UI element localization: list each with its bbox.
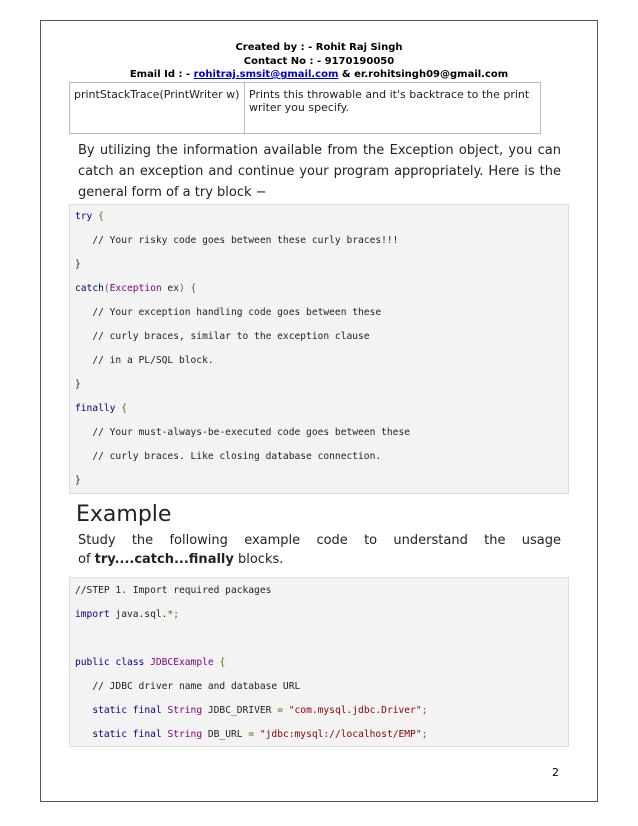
code-type: String [167, 705, 203, 716]
code-comment: // Your risky code goes between these curly braces!!! [75, 235, 399, 246]
code-comment: // curly braces, similar to the exception clause [75, 331, 370, 342]
code-comment: //STEP 1. Import required packages [75, 585, 272, 596]
study-word: usage [521, 533, 561, 548]
study-of: of [78, 552, 95, 567]
code-comment: // in a PL/SQL block. [75, 355, 214, 366]
code-keyword: static [92, 729, 127, 740]
study-keywords: try....catch...finally [94, 552, 234, 567]
study-line [78, 533, 561, 548]
email-line [0, 69, 638, 80]
code-line: } [75, 379, 81, 390]
code-string: "com.mysql.jdbc.Driver" [288, 705, 422, 716]
code-type: JDBCExample [150, 657, 214, 668]
code-comment: // Your must-always-be-executed code goes between these [75, 427, 411, 438]
code-punct: { [98, 211, 104, 222]
method-cell: printStackTrace(PrintWriter w) [70, 83, 245, 134]
code-punct: { [219, 657, 226, 668]
code-punct: *; [167, 609, 179, 620]
code-line [75, 657, 225, 669]
table-row [70, 83, 541, 134]
code-comment: // curly braces. Like closing database connection. [75, 451, 382, 462]
code-punct: { [121, 403, 127, 414]
study-word: understand [393, 533, 468, 548]
code-string: "jdbc:mysql://localhost/EMP" [259, 729, 422, 740]
code-line [75, 211, 104, 223]
code-line: import java.sql.*; [75, 609, 179, 620]
code-keyword: catch [75, 283, 104, 294]
page-number: 2 [552, 766, 559, 779]
code-keyword: final [132, 705, 162, 716]
code-keyword: class [115, 657, 145, 668]
email-secondary: er.rohitsingh09@gmail.com [354, 69, 509, 80]
contact-line: Contact No : - 9170190050 [243, 56, 395, 67]
code-type: String [167, 729, 203, 740]
code-line: static final String DB_URL = "jdbc:mysql://localhost/EMP"; [92, 729, 428, 740]
study-word: the [484, 533, 506, 548]
code-punct: { [190, 283, 197, 294]
study-line-2 [78, 552, 561, 567]
code-line: static final String JDBC_DRIVER = "com.mysql.jdbc.Driver"; [92, 705, 428, 716]
code-keyword: static [92, 705, 127, 716]
email-label: Email Id : - [129, 69, 194, 80]
code-keyword: public [75, 657, 110, 668]
author-line: Created by : - Rohit Raj Singh [235, 42, 403, 53]
code-keyword: import [75, 609, 110, 620]
code-type: Exception [109, 283, 162, 294]
code-punct: ) [178, 283, 185, 294]
code-keyword: finally [75, 403, 116, 414]
study-end: blocks. [233, 552, 284, 567]
code-line: catch(Exception ex) { [75, 283, 197, 294]
intro-paragraph: By utilizing the information available from the Exception object, you can catch an exception and continue your program appropriately. Here is the general form of a try block − [78, 143, 561, 200]
code-line [75, 403, 127, 415]
example-code [69, 577, 569, 747]
code-punct: = [277, 705, 283, 716]
code-comment: // JDBC driver name and database URL [75, 681, 301, 692]
method-table [69, 82, 541, 134]
code-punct: ; [421, 705, 428, 716]
study-word: Study [78, 533, 116, 548]
code-punct: ( [103, 283, 110, 294]
code-line: } [75, 475, 81, 486]
study-word: to [364, 533, 378, 548]
email-link-primary[interactable]: rohitraj.smsit@gmail.com [193, 69, 339, 80]
study-word: following [169, 533, 228, 548]
study-word: code [316, 533, 348, 548]
code-punct: = [248, 729, 255, 740]
email-separator: & [338, 69, 355, 80]
code-comment: // Your exception handling code goes between these [75, 307, 382, 318]
description-cell: Prints this throwable and it's backtrace to the print writer you specify. [245, 83, 541, 134]
code-keyword: final [132, 729, 162, 740]
section-heading: Example [76, 502, 172, 527]
study-word: example [244, 533, 301, 548]
try-block-code [69, 204, 569, 494]
study-word: the [131, 533, 154, 548]
code-punct: ; [421, 729, 428, 740]
code-line: } [75, 259, 81, 270]
code-keyword: try [75, 211, 93, 222]
